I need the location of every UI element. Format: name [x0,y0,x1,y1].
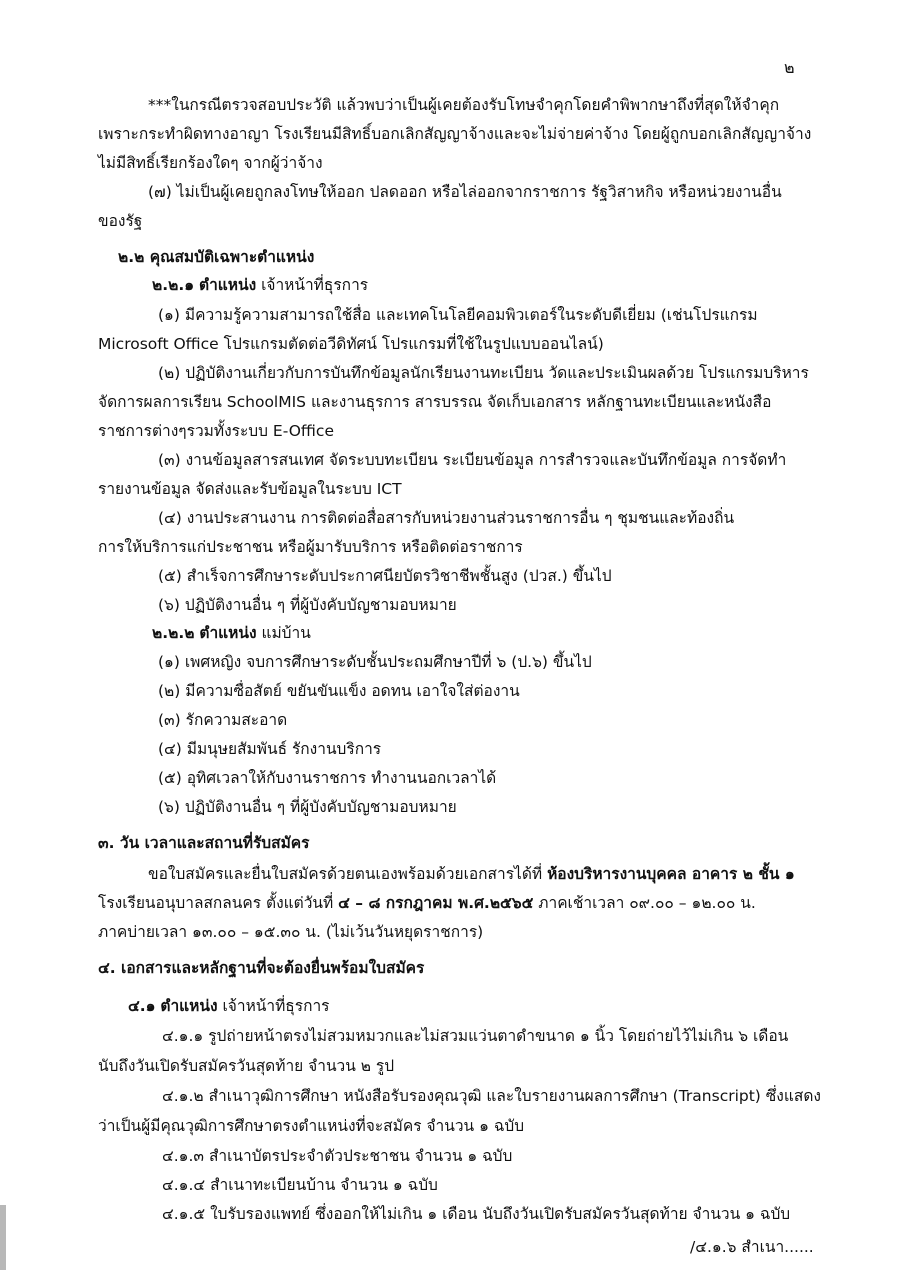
position-title: เจ้าหน้าที่ธุรการ [256,276,369,294]
application-location-text: ขอใบสมัครและยื่นใบสมัครด้วยตนเองพร้อมด้วยเอกสารได้ที่ [148,865,548,883]
clerk-item-2-line-2: จัดการผลการเรียน SchoolMIS และงานธุรการ สารบรรณ จัดเก็บเอกสาร หลักฐานทะเบียนและหนังสือ [98,393,772,411]
page-number: ๒ [784,58,795,77]
clerk-item-4-line-2: การให้บริการแก่ประชาชน หรือผู้มารับบริการ หรือติดต่อราชการ [98,538,523,556]
position-title: แม่บ้าน [256,624,311,642]
section-3-heading: ๓. วัน เวลาและสถานที่รับสมัคร [98,834,310,852]
housekeeper-item-2: (๒) มีความซื่อสัตย์ ขยันขันแข็ง อดทน เอาใจใส่ต่องาน [158,682,520,700]
application-location-line-3: ภาคบ่ายเวลา ๑๓.๐๐ – ๑๕.๓๐ น. (ไม่เว้นวันหยุดราชการ) [98,923,484,941]
clerk-item-2-line-1: (๒) ปฏิบัติงานเกี่ยวกับการบันทึกข้อมูลนักเรียนงานทะเบียน วัดและประเมินผลด้วย โปรแกรมบริหาร [158,364,809,382]
housekeeper-item-5: (๕) อุทิศเวลาให้กับงานราชการ ทำงานนอกเวลาได้ [158,769,497,787]
application-room: ห้องบริหารงานบุคคล อาคาร ๒ ชั้น ๑ [547,865,795,883]
criminal-record-note-line-1: ***ในกรณีตรวจสอบประวัติ แล้วพบว่าเป็นผู้เคยต้องรับโทษจำคุกโดยคำพิพากษาถึงที่สุดให้จำคุก [148,96,780,114]
clerk-item-3-line-1: (๓) งานข้อมูลสารสนเทศ จัดระบบทะเบียน ระเบียนข้อมูล การสำรวจและบันทึกข้อมูล การจัดทำ [158,451,787,469]
position-title: เจ้าหน้าที่ธุรการ [217,997,330,1015]
document-4-1-4: ๔.๑.๔ สำเนาทะเบียนบ้าน จำนวน ๑ ฉบับ [162,1176,438,1194]
clerk-item-3-line-2: รายงานข้อมูล จัดส่งและรับข้อมูลในระบบ ICT [98,480,402,498]
position-label: ตำแหน่ง [199,276,257,294]
qualification-7-line-2: ของรัฐ [98,212,143,230]
document-4-1-3: ๔.๑.๓ สำเนาบัตรประจำตัวประชาชน จำนวน ๑ ฉบับ [162,1147,513,1165]
document-4-1-1-line-2: นับถึงวันเปิดรับสมัครวันสุดท้าย จำนวน ๒ รูป [98,1057,395,1075]
position-number: ๒.๒.๑ [152,276,195,294]
clerk-item-4-line-1: (๔) งานประสานงาน การติดต่อสื่อสารกับหน่วยงานส่วนราชการอื่น ๆ ชุมชนและท้องถิ่น [158,509,735,527]
clerk-item-6: (๖) ปฏิบัติงานอื่น ๆ ที่ผู้บังคับบัญชามอบหมาย [158,596,457,614]
section-2-2-heading: ๒.๒ คุณสมบัติเฉพาะตำแหน่ง [118,248,315,266]
criminal-record-note-line-2: เพราะกระทำผิดทางอาญา โรงเรียนมีสิทธิ์บอกเลิกสัญญาจ้างและจะไม่จ่ายค่าจ้าง โดยผู้ถูกบอกเลิกสัญญาจ้าง [98,125,812,143]
document-4-1-1-line-1: ๔.๑.๑ รูปถ่ายหน้าตรงไม่สวมหมวกและไม่สวมแว่นตาดำขนาด ๑ นิ้ว โดยถ่ายไว้ไม่เกิน ๖ เดือน [162,1027,789,1045]
document-4-1-2-line-1: ๔.๑.๒ สำเนาวุฒิการศึกษา หนังสือรับรองคุณวุฒิ และใบรายงานผลการศึกษา (Transcript) ซึ่งแสดง [162,1087,821,1105]
position-4-1-heading [128,995,330,1017]
position-label: ตำแหน่ง [199,624,257,642]
housekeeper-item-4: (๔) มีมนุษยสัมพันธ์ รักงานบริการ [158,740,382,758]
application-dates: ๔ – ๘ กรกฎาคม พ.ศ.๒๕๖๕ [338,894,534,912]
application-location-line-2 [98,892,756,914]
criminal-record-note-line-3: ไม่มีสิทธิ์เรียกร้องใดๆ จากผู้ว่าจ้าง [98,154,323,172]
housekeeper-item-6: (๖) ปฏิบัติงานอื่น ๆ ที่ผู้บังคับบัญชามอบหมาย [158,798,457,816]
clerk-item-5: (๕) สำเร็จการศึกษาระดับประกาศนียบัตรวิชาชีพชั้นสูง (ปวส.) ขึ้นไป [158,567,612,585]
application-location-line-1 [148,863,795,885]
clerk-item-2-line-3: ราชการต่างๆรวมทั้งระบบ E-Office [98,422,334,440]
housekeeper-item-3: (๓) รักความสะอาด [158,711,288,729]
morning-hours: ภาคเช้าเวลา ๐๙.๐๐ – ๑๒.๐๐ น. [533,894,756,912]
qualification-7-line-1: (๗) ไม่เป็นผู้เคยถูกลงโทษให้ออก ปลดออก หรือไล่ออกจากราชการ รัฐวิสาหกิจ หรือหน่วยงานอื่น [148,183,782,201]
document-4-1-2-line-2: ว่าเป็นผู้มีคุณวุฒิการศึกษาตรงตำแหน่งที่จะสมัคร จำนวน ๑ ฉบับ [98,1117,525,1135]
application-school-text: โรงเรียนอนุบาลสกลนคร ตั้งแต่วันที่ [98,894,339,912]
housekeeper-item-1: (๑) เพศหญิง จบการศึกษาระดับชั้นประถมศึกษาปีที่ ๖ (ป.๖) ขึ้นไป [158,653,592,671]
position-number: ๔.๑ [128,997,156,1015]
position-2-2-2-heading [152,622,311,644]
section-4-heading: ๔. เอกสารและหลักฐานที่จะต้องยื่นพร้อมใบสมัคร [98,959,425,977]
position-label: ตำแหน่ง [160,997,218,1015]
position-2-2-1-heading [152,274,368,296]
scan-edge-shadow [0,1205,6,1270]
page-continuation: /๔.๑.๖ สำเนา...... [690,1238,814,1256]
clerk-item-1-line-2: Microsoft Office โปรแกรมตัดต่อวีดิทัศน์ โปรแกรมที่ใช้ในรูปแบบออนไลน์) [98,335,604,353]
position-number: ๒.๒.๒ [152,624,195,642]
document-4-1-5: ๔.๑.๕ ใบรับรองแพทย์ ซึ่งออกให้ไม่เกิน ๑ เดือน นับถึงวันเปิดรับสมัครวันสุดท้าย จำนวน ๑ ฉบับ [162,1205,791,1223]
clerk-item-1-line-1: (๑) มีความรู้ความสามารถใช้สื่อ และเทคโนโลยีคอมพิวเตอร์ในระดับดีเยี่ยม (เช่นโปรแกรม [158,306,758,324]
